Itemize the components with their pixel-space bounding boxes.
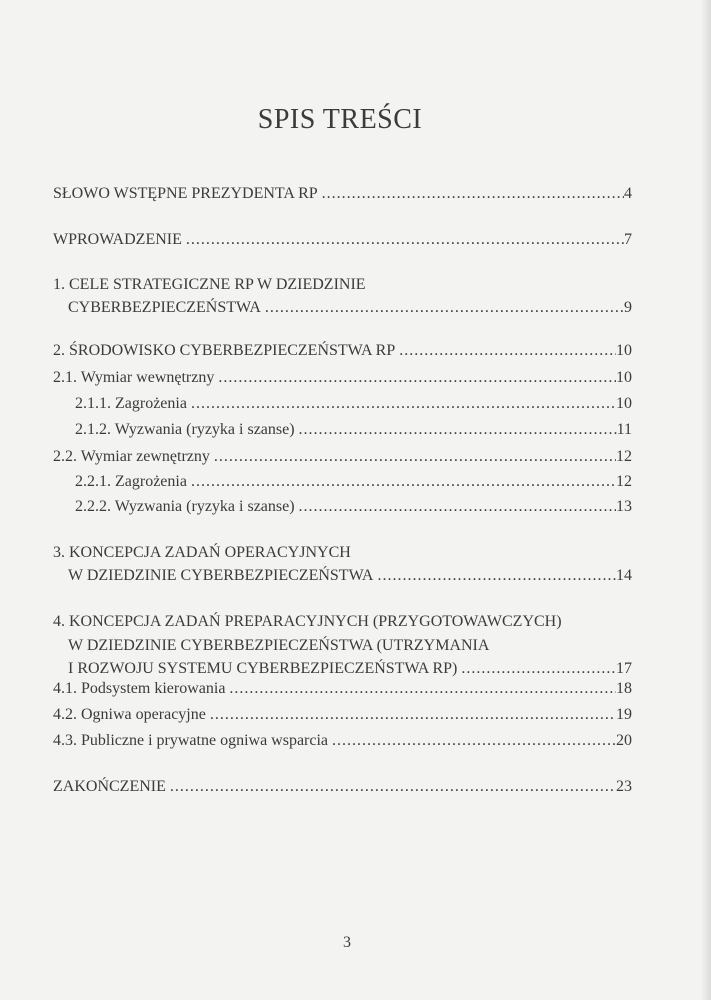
toc-page: 9 bbox=[624, 299, 632, 316]
toc-entry[interactable] bbox=[53, 339, 632, 362]
toc-entry[interactable] bbox=[53, 366, 632, 389]
toc-page: 10 bbox=[616, 342, 632, 359]
toc-label: SŁOWO WSTĘPNE PREZYDENTA RP bbox=[53, 185, 318, 202]
toc-page: 11 bbox=[616, 421, 632, 438]
toc-label: 2.2.1. Zagrożenia bbox=[75, 473, 187, 490]
toc-entry-line[interactable] bbox=[53, 273, 632, 296]
dot-leader bbox=[187, 392, 616, 415]
dot-leader bbox=[318, 182, 624, 205]
dot-leader bbox=[166, 775, 616, 798]
toc-entry[interactable] bbox=[75, 418, 632, 441]
toc-label: 2.2. Wymiar zewnętrzny bbox=[53, 448, 210, 465]
toc-page: 19 bbox=[616, 706, 632, 723]
toc-page: 10 bbox=[616, 395, 632, 412]
toc-entry[interactable] bbox=[53, 775, 632, 798]
toc-page: 18 bbox=[616, 680, 632, 697]
dot-leader bbox=[182, 228, 624, 251]
page-title: SPIS TREŚCI bbox=[257, 104, 423, 135]
toc-entry[interactable] bbox=[75, 392, 632, 415]
toc-entry-line[interactable] bbox=[53, 610, 632, 633]
toc-entry[interactable] bbox=[75, 470, 632, 493]
toc-page: 12 bbox=[616, 473, 632, 490]
toc-label: 2.1.1. Zagrożenia bbox=[75, 395, 187, 412]
toc-entry-line[interactable] bbox=[68, 634, 632, 657]
dot-leader bbox=[214, 366, 616, 389]
dot-leader bbox=[395, 339, 616, 362]
dot-leader bbox=[373, 564, 616, 587]
toc-page: 23 bbox=[616, 778, 632, 795]
toc-entry[interactable] bbox=[53, 182, 632, 205]
toc-label: 3. KONCEPCJA ZADAŃ OPERACYJNYCH bbox=[53, 544, 351, 561]
toc-label: 2. ŚRODOWISKO CYBERBEZPIECZEŃSTWA RP bbox=[53, 342, 396, 359]
toc-label: ZAKOŃCZENIE bbox=[53, 778, 166, 795]
toc-page: 12 bbox=[616, 448, 632, 465]
dot-leader bbox=[210, 445, 616, 468]
toc-entry[interactable] bbox=[53, 445, 632, 468]
toc-page: 7 bbox=[624, 231, 632, 248]
toc-entry[interactable] bbox=[53, 228, 632, 251]
dot-leader bbox=[187, 470, 616, 493]
toc-label: 4. KONCEPCJA ZADAŃ PREPARACYJNYCH (PRZYGOTOWAWCZYCH) bbox=[53, 613, 562, 630]
dot-leader bbox=[295, 495, 616, 518]
toc-label: 4.1. Podsystem kierowania bbox=[53, 680, 226, 697]
toc-label: 4.2. Ogniwa operacyjne bbox=[53, 706, 206, 723]
toc-page: 17 bbox=[616, 660, 632, 677]
page-number: 3 bbox=[343, 934, 351, 951]
toc-entry[interactable] bbox=[68, 564, 632, 587]
toc-label: 2.1. Wymiar wewnętrzny bbox=[53, 369, 215, 386]
toc-label: W DZIEDZINIE CYBERBEZPIECZEŃSTWA (UTRZYMANIA bbox=[68, 637, 490, 654]
toc-page: 14 bbox=[616, 567, 632, 584]
toc-entry[interactable] bbox=[53, 677, 632, 700]
toc-page: 4 bbox=[624, 185, 632, 202]
toc-label: 2.1.2. Wyzwania (ryzyka i szanse) bbox=[75, 421, 295, 438]
toc-entry[interactable] bbox=[53, 703, 632, 726]
toc-label: WPROWADZENIE bbox=[53, 231, 182, 248]
toc-page: 20 bbox=[616, 732, 632, 749]
toc-label: 2.2.2. Wyzwania (ryzyka i szanse) bbox=[75, 498, 295, 515]
toc-label: I ROZWOJU SYSTEMU CYBERBEZPIECZEŃSTWA RP) bbox=[68, 660, 458, 677]
dot-leader bbox=[206, 703, 616, 726]
toc-label: W DZIEDZINIE CYBERBEZPIECZEŃSTWA bbox=[68, 567, 374, 584]
dot-leader bbox=[295, 418, 617, 441]
toc-page: 10 bbox=[616, 369, 632, 386]
toc-label: 1. CELE STRATEGICZNE RP W DZIEDZINIE bbox=[53, 276, 366, 293]
dot-leader bbox=[328, 729, 616, 752]
toc-label: CYBERBEZPIECZEŃSTWA bbox=[68, 299, 261, 316]
toc-entry-line[interactable] bbox=[53, 541, 632, 564]
toc-entry[interactable] bbox=[75, 495, 632, 518]
toc-page: 13 bbox=[616, 498, 632, 515]
toc-label: 4.3. Publiczne i prywatne ogniwa wsparcia bbox=[53, 732, 329, 749]
page-edge-shadow bbox=[701, 0, 711, 1000]
toc-entry[interactable] bbox=[68, 296, 632, 319]
toc-entry[interactable] bbox=[53, 729, 632, 752]
dot-leader bbox=[261, 296, 624, 319]
dot-leader bbox=[225, 677, 616, 700]
